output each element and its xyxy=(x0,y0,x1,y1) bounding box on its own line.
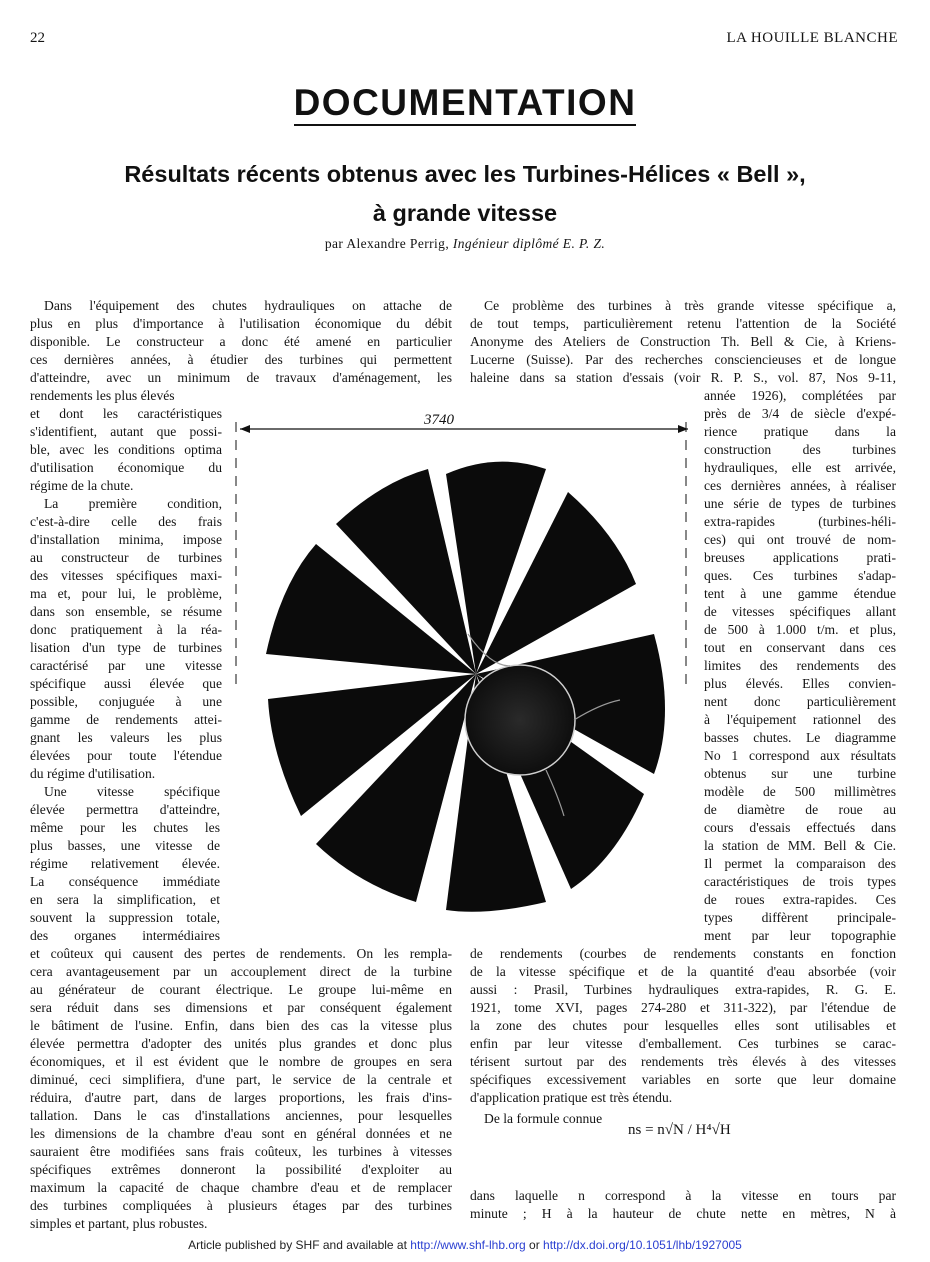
body-text-line: disponible. Le constructeur a donc été amené en particulier xyxy=(30,334,452,349)
body-text-line: caractérisé par une vitesse xyxy=(30,658,222,673)
body-text-line: de vitesses spécifiques allant xyxy=(704,604,896,619)
article-title-line-2: à grande vitesse xyxy=(372,200,558,226)
body-text-line: ces dernières années, à réaliser xyxy=(704,478,896,493)
body-text-line: spécifique aussi élevée que xyxy=(30,676,222,691)
body-text-line: ma et, pour lui, le problème, xyxy=(30,586,222,601)
body-text-line: types diffèrent principale- xyxy=(704,910,896,925)
body-text-line: d'atteindre, avec un minimum de travaux d'aménagement, les xyxy=(30,370,452,385)
body-text-line: des vitesses spécifiques maxi- xyxy=(30,568,222,583)
body-text-line: rendements les plus élevés xyxy=(30,388,175,403)
body-text-line: au constructeur de turbines xyxy=(30,550,222,565)
body-text-line: nent donc particulièrement xyxy=(704,694,896,709)
body-text-line: La première condition, xyxy=(44,496,222,511)
body-text-line: économiques, et il est évident que le nombre de groupes en sera xyxy=(30,1054,452,1069)
body-text-line: cours d'essais effectués dans xyxy=(704,820,896,835)
body-text-line: diminué, ceci simplifiera, d'une part, le service de la centrale et xyxy=(30,1072,452,1087)
body-text-line: spécifiques extrêmes donneront la possibilité d'exploiter au xyxy=(30,1162,452,1177)
body-text-line: de tout temps, particulièrement retenu l'attention de la Société xyxy=(470,316,896,331)
body-text-line: basses chutes. Le diagramme xyxy=(704,730,896,745)
body-text-line: tallation. Dans le cas d'installations anciennes, pour lesquelles xyxy=(30,1108,452,1123)
body-text-line: obtenus sur une turbine xyxy=(704,766,896,781)
body-text-line: aussi : Prasil, Turbines hydrauliques extra-rapides, R. G. E. xyxy=(470,982,896,997)
footer-text: Article published by SHF and available at xyxy=(188,1238,407,1252)
body-text-line: lisation d'un type de turbines xyxy=(30,640,222,655)
body-text-line: souvent la suppression totale, xyxy=(30,910,220,925)
footer-link-doi[interactable]: http://dx.doi.org/10.1051/lhb/1927005 xyxy=(543,1238,742,1252)
byline-role: Ingénieur diplômé E. P. Z. xyxy=(452,236,606,251)
body-text-line: ques. Ces turbines s'adap- xyxy=(704,568,896,583)
body-text-line: Lucerne (Suisse). Par des recherches consciencieuses et de longue xyxy=(470,352,896,367)
body-text-line: De la formule connue xyxy=(484,1111,603,1126)
body-text-line: d'application pratique est très étendu. xyxy=(470,1090,673,1105)
body-text-line: en sera la simplification, et xyxy=(30,892,220,907)
body-text-line: au générateur de courant électrique. Le groupe lui-même en xyxy=(30,982,452,997)
body-text-line: des organes intermédiaires xyxy=(30,928,220,943)
body-text-line: gnant les valeurs les plus xyxy=(30,730,222,745)
body-text-line: et coûteux qui causent des pertes de rendements. On les rempla- xyxy=(30,946,452,961)
body-text-line: 1921, tome XVI, pages 274-280 et 311-322), par l'étendue de xyxy=(470,1000,896,1015)
body-text-line: plus basses, une vitesse de xyxy=(30,838,220,853)
body-text-line: plus élevés. Elles convien- xyxy=(704,676,896,691)
body-text-line: des turbines compliquées à plusieurs étages par des turbines xyxy=(30,1198,452,1213)
body-text-line: donc pratiquement à la réa- xyxy=(30,622,222,637)
body-text-line: possible, conjuguée à une xyxy=(30,694,222,709)
body-text-line: et dont les caractéristiques xyxy=(30,406,222,421)
runner-hub xyxy=(465,665,575,775)
body-text-line: spécifiques excessivement variables en sorte que leur domaine xyxy=(470,1072,896,1087)
article-title xyxy=(40,155,890,233)
body-text-line: ces dernières années, à étudier des turbines qui permettent xyxy=(30,352,452,367)
article-title-line-1: Résultats récents obtenus avec les Turbines-Hélices « Bell », xyxy=(124,161,806,187)
body-text-line: de diamètre de roue au xyxy=(704,802,896,817)
body-text-line: élevée permettra d'atteindre, xyxy=(30,802,220,817)
body-text-line: régime relativement élevée. xyxy=(30,856,220,871)
section-title-text: DOCUMENTATION xyxy=(294,82,637,126)
body-text-line: breuses applications prati- xyxy=(704,550,896,565)
body-text-line: No 1 correspond aux résultats xyxy=(704,748,896,763)
body-text-line: près de 3/4 de siècle d'expé- xyxy=(704,406,896,421)
body-text-line: Dans l'équipement des chutes hydrauliques on attache de xyxy=(44,298,452,313)
body-text-line: extra-rapides (turbines-héli- xyxy=(704,514,896,529)
body-text-line: Anonyme des Ateliers de Construction Th. Bell & Cie, à Kriens- xyxy=(470,334,896,349)
body-text-line: Il permet la comparaison des xyxy=(704,856,896,871)
body-text-line: dans son ensemble, se résume xyxy=(30,604,222,619)
body-text-line: tout en conservant dans ces xyxy=(704,640,896,655)
turbine-runner-figure xyxy=(228,404,700,924)
footer-note xyxy=(0,1238,930,1252)
body-text-line: rience pratique dans la xyxy=(704,424,896,439)
section-title xyxy=(0,82,930,124)
body-text-line: la station de MM. Bell & Cie. xyxy=(704,838,896,853)
body-text-line: d'installation minima, impose xyxy=(30,532,222,547)
body-text-line: ble, avec les conditions optima xyxy=(30,442,222,457)
body-text-line: térisent surtout par des rendements très élevés à des vitesses xyxy=(470,1054,896,1069)
body-text-line: année 1926), complétées par xyxy=(704,388,896,403)
body-text-line: une série de types de turbines xyxy=(704,496,896,511)
body-text-line: Ce problème des turbines à très grande vitesse spécifique a, xyxy=(484,298,896,313)
body-text-line: d'utilisation économique du xyxy=(30,460,222,475)
body-text-line: haleine dans sa station d'essais (voir R. P. S., vol. 87, Nos 9-11, xyxy=(470,370,896,385)
body-text-line: du régime d'utilisation. xyxy=(30,766,156,781)
body-text-line: de rendements (courbes de rendements constants en fonction xyxy=(470,946,896,961)
body-text-line: élevée permettra d'adopter des unités plus grandes et donc plus xyxy=(30,1036,452,1051)
body-text-line: construction des turbines xyxy=(704,442,896,457)
byline-author: par Alexandre Perrig, xyxy=(324,236,450,251)
dimension-label: 3740 xyxy=(424,412,454,428)
body-text-line: sauraient être modifiées sans frais coûteux, les turbines à vitesses xyxy=(30,1144,452,1159)
body-text-line: hydrauliques, elle est arrivée, xyxy=(704,460,896,475)
body-text-line: dans laquelle n correspond à la vitesse en tours par xyxy=(470,1188,896,1203)
body-text-line: maximum la capacité de chaque chambre d'eau et de remplacer xyxy=(30,1180,452,1195)
byline xyxy=(0,236,930,252)
body-text-line: de 500 à 1.000 t/m. et plus, xyxy=(704,622,896,637)
body-text-line: Une vitesse spécifique xyxy=(44,784,220,799)
body-text-line: ces) qui ont trouvé de nom- xyxy=(704,532,896,547)
specific-speed-formula: ns = n√N / H⁴√H xyxy=(628,1122,731,1138)
body-text-line: régime de la chute. xyxy=(30,478,134,493)
footer-link-shf[interactable]: http://www.shf-lhb.org xyxy=(410,1238,526,1252)
body-text-line: les dimensions de la chambre d'eau sont en général données et ne xyxy=(30,1126,452,1141)
body-text-line: c'est-à-dire celle des frais xyxy=(30,514,222,529)
body-text-line: réduira, d'autre part, dans de larges proportions, les frais d'ins- xyxy=(30,1090,452,1105)
body-text-line: La conséquence immédiate xyxy=(30,874,220,889)
runner-blades xyxy=(266,462,665,912)
body-text-line: tent à une gamme étendue xyxy=(704,586,896,601)
turbine-runner-illustration xyxy=(228,404,700,924)
body-text-line: caractéristiques de trois types xyxy=(704,874,896,889)
body-text-line: la zone des chutes pour lesquelles elles sont utilisables et xyxy=(470,1018,896,1033)
footer-or: or xyxy=(529,1238,540,1252)
body-text-line: sera réduit dans ses dimensions et par conséquent également xyxy=(30,1000,452,1015)
body-text-line: minute ; H à la hauteur de chute nette en mètres, N à xyxy=(470,1206,896,1221)
body-text-line: élevées pour toute l'étendue xyxy=(30,748,222,763)
body-text-line: de roues extra-rapides. Ces xyxy=(704,892,896,907)
dimension-arrow-left xyxy=(240,425,250,433)
body-text-line: ment par leur topographie xyxy=(704,928,896,943)
body-text-line: même pour les chutes les xyxy=(30,820,220,835)
body-text-line: de la vitesse spécifique et de la quantité d'eau absorbée (voir xyxy=(470,964,896,979)
body-text-line: cera avantageusement par un accouplement direct de la turbine xyxy=(30,964,452,979)
body-text-line: gamme de rendements attei- xyxy=(30,712,222,727)
body-text-line: simples et partant, plus robustes. xyxy=(30,1216,208,1231)
page-number: 22 xyxy=(30,30,45,46)
body-text-line: modèle de 500 millimètres xyxy=(704,784,896,799)
body-text-line: le bâtiment de l'usine. Enfin, dans bien des cas la vitesse plus xyxy=(30,1018,452,1033)
journal-name: LA HOUILLE BLANCHE xyxy=(726,30,898,46)
body-text-line: à l'équipement rationnel des xyxy=(704,712,896,727)
body-text-line: plus en plus d'importance à l'utilisation économique du débit xyxy=(30,316,452,331)
body-text-line: enfin par leur vitesse d'emballement. Ces turbines se carac- xyxy=(470,1036,896,1051)
body-text-line: limites des rendements des xyxy=(704,658,896,673)
body-text-line: s'identifient, autant que possi- xyxy=(30,424,222,439)
